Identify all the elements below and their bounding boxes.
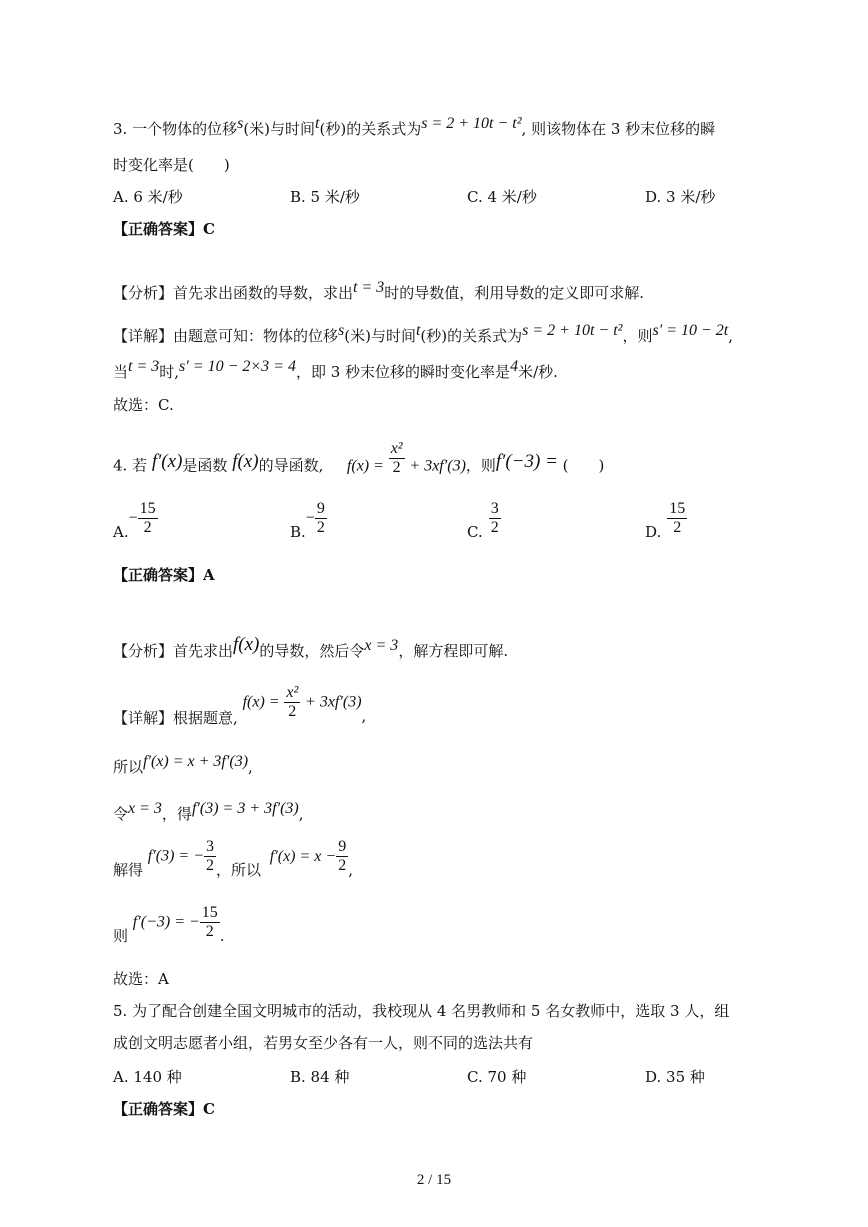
q4-step3-den2: 2: [338, 857, 347, 874]
q3-stem-text-d: , 则该物体在 3 秒末位移的瞬: [521, 120, 716, 138]
q3-detail2-text-d: 米/秒.: [518, 363, 558, 381]
q3-detail-derivative: s′ = 10 − 2t: [652, 322, 729, 339]
q5-stem-line2: 成创文明志愿者小组，若男女至少各有一人，则不同的选法共有: [113, 1034, 534, 1052]
q4-stem: [113, 440, 605, 485]
q4-formula-rhs: + 3xf′(3): [409, 457, 466, 475]
q4-option-b-sign: −: [305, 509, 315, 527]
q3-analysis: [113, 279, 645, 305]
q3-detail2-text-c: ，即 3 秒末位移的瞬时变化率是: [295, 363, 511, 381]
q4-analysis-text-c: ，解方程即可解.: [398, 642, 509, 660]
q3-var-t: t: [315, 115, 320, 132]
q3-option-c: C. 4 米/秒: [467, 188, 537, 206]
q4-option-a-fraction: [138, 500, 158, 537]
q3-option-a: A. 6 米/秒: [113, 188, 183, 206]
q3-detail2-formula2: s′ = 10 − 2×3 = 4: [179, 358, 296, 375]
q4-detail-den: 2: [288, 703, 297, 720]
q4-option-b: [290, 500, 327, 541]
q4-step2-end: ,: [298, 805, 304, 823]
q5-stem-line1: 5. 为了配合创建全国文明城市的活动，我校现从 4 名男教师和 5 名女教师中，选取 3 人，组: [113, 1002, 730, 1020]
q3-detail-line1: [113, 322, 734, 348]
q4-step3-fraction1: [204, 838, 216, 875]
q4-stem-text-a: 4. 若: [113, 456, 148, 475]
q4-option-a-num: 15: [139, 500, 156, 517]
q4-option-d-fraction: [667, 500, 687, 537]
q4-analysis: [113, 634, 509, 663]
q4-detail-rhs: + 3xf′(3): [305, 693, 362, 711]
q4-option-b-num: 9: [316, 500, 325, 517]
q4-option-b-label: B.: [290, 522, 306, 541]
q3-detail-var-s: s: [338, 322, 345, 339]
q5-option-b: B. 84 种: [290, 1068, 350, 1086]
q4-step4-formula: f′(−3) = −: [132, 913, 200, 931]
q4-option-c-num: 3: [490, 500, 499, 517]
q4-step3-text-a: 解得: [113, 860, 144, 879]
q4-step1-text: 所以: [113, 758, 144, 776]
q3-stem-line1: [113, 115, 716, 141]
q5-option-d: D. 35 种: [645, 1068, 705, 1086]
q3-analysis-formula: t = 3: [353, 279, 385, 296]
q4-target: f′(−3) =: [495, 450, 558, 472]
q3-detail-text-e: ,: [728, 327, 734, 345]
q4-step4-end: .: [219, 926, 225, 945]
q5-option-a: A. 140 种: [113, 1068, 182, 1086]
q4-step3-den1: 2: [206, 857, 214, 874]
q4-option-d-label: D.: [645, 522, 662, 541]
q4-formula-lhs: f(x) =: [346, 457, 384, 475]
q4-step4-fraction: [200, 904, 220, 941]
q3-detail2-text-b: 时,: [159, 363, 180, 381]
q4-detail: [113, 684, 367, 727]
q4-step1-formula: f′(x) = x + 3f′(3): [143, 753, 249, 770]
q3-conclusion: 故选：C.: [113, 396, 174, 414]
q4-option-a: [113, 500, 158, 541]
q4-step2: [113, 797, 304, 823]
q5-answer: 【正确答案】C: [113, 1100, 215, 1118]
q4-detail-num: x²: [286, 684, 299, 701]
q4-detail-text: 【详解】根据题意,: [113, 708, 238, 727]
q4-conclusion: 故选：A: [113, 970, 169, 988]
q3-detail-text-b: (米)与时间: [344, 327, 416, 345]
q4-step2-text-a: 令: [113, 805, 129, 823]
q4-option-c-den: 2: [490, 519, 499, 536]
q3-detail-text-c: (秒)的关系式为: [420, 327, 523, 345]
q4-stem-text-d: ，则: [465, 456, 496, 475]
q4-step4-text: 则: [113, 926, 129, 945]
q4-step4: [113, 904, 225, 945]
q4-step3-num2: 9: [338, 838, 347, 855]
q3-var-s: s: [237, 115, 244, 132]
q3-detail-formula: s = 2 + 10t − t²: [522, 322, 623, 339]
q3-analysis-text-b: 时的导数值，利用导数的定义即可求解.: [384, 284, 645, 302]
q4-step2-text-b: ，得: [161, 805, 192, 823]
q4-option-d: [645, 500, 687, 541]
q4-step2-formula: f′(3) = 3 + 3f′(3): [191, 800, 299, 817]
q5-option-c: C. 70 种: [467, 1068, 527, 1086]
q4-stem-text-b: 是函数: [182, 456, 228, 475]
q4-analysis-func: f(x): [233, 634, 260, 655]
q3-stem-line2: 时变化率是( ): [113, 156, 230, 174]
q4-analysis-text-a: 【分析】首先求出: [113, 642, 234, 660]
q4-option-a-den: 2: [143, 519, 152, 536]
q4-option-b-den: 2: [316, 519, 325, 536]
q3-detail-text-d: ，则: [622, 327, 653, 345]
q3-option-d: D. 3 米/秒: [645, 188, 716, 206]
q3-detail-line2: [113, 358, 558, 384]
q3-detail2-text-a: 当: [113, 363, 129, 381]
q4-option-c-fraction: [489, 500, 501, 537]
q4-step3-formula2: f′(x) = x −: [269, 847, 337, 865]
q3-detail2-formula1: t = 3: [128, 358, 160, 375]
q4-option-d-num: 15: [669, 500, 686, 517]
q4-analysis-value: x = 3: [364, 637, 399, 654]
q4-analysis-text-b: 的导数，然后令: [259, 642, 365, 660]
q3-answer: 【正确答案】C: [113, 220, 215, 238]
q4-answer: 【正确答案】A: [113, 566, 215, 584]
q3-stem-text-b: (米)与时间: [243, 120, 316, 138]
q4-fraction-num: x²: [390, 440, 403, 457]
q4-step3-formula1: f′(3) = −: [147, 847, 204, 865]
q4-step3-fraction2: [336, 838, 348, 875]
q4-option-d-den: 2: [673, 519, 682, 536]
q4-stem-text-c: 的导函数,: [258, 456, 324, 475]
q3-detail2-value: 4: [510, 358, 519, 375]
q4-formula-fraction: [389, 440, 405, 477]
q3-formula: s = 2 + 10t − t²: [421, 115, 522, 132]
q4-option-b-fraction: [315, 500, 327, 537]
q4-detail-fraction: [284, 684, 300, 721]
q4-step3-text-b: ，所以: [216, 860, 262, 879]
q4-option-c-label: C.: [467, 522, 483, 541]
q4-func-fprime: f′(x): [151, 450, 183, 472]
q4-option-c: [467, 500, 501, 541]
q4-func-f: f(x): [232, 450, 259, 472]
q4-step1: [113, 750, 253, 776]
q4-option-a-sign: −: [128, 509, 138, 527]
q4-step3-end: ,: [348, 860, 353, 879]
q3-detail-text-a: 【详解】由题意可知：物体的位移: [113, 327, 339, 345]
q4-step3: [113, 838, 353, 879]
q4-step3-num1: 3: [206, 838, 214, 855]
q4-fraction-den: 2: [392, 459, 401, 476]
q4-step1-end: ,: [248, 758, 253, 776]
q4-stem-text-e: ( ): [562, 456, 605, 475]
q4-detail-end: ,: [361, 706, 367, 725]
q3-stem-text-c: (秒)的关系式为: [319, 120, 422, 138]
q3-detail-var-t: t: [415, 322, 421, 339]
q4-option-a-label: A.: [113, 522, 129, 541]
page-number: 2 / 15: [416, 1172, 452, 1188]
q4-detail-lhs: f(x) =: [242, 693, 280, 711]
q3-option-b: B. 5 米/秒: [290, 188, 360, 206]
q3-analysis-text-a: 【分析】首先求出函数的导数，求出: [113, 284, 354, 302]
q4-step2-value: x = 3: [128, 800, 162, 817]
q4-step4-den: 2: [205, 923, 214, 940]
q4-step4-num: 15: [201, 904, 218, 921]
q3-stem-text-a: 3. 一个物体的位移: [113, 120, 238, 138]
